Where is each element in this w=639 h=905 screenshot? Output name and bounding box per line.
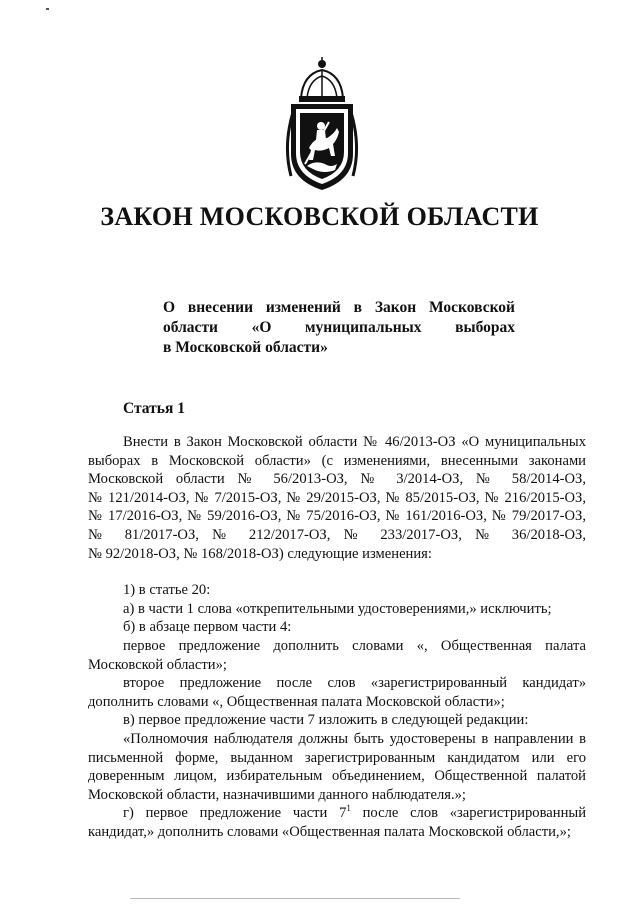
scan-bottom-edge — [130, 898, 460, 899]
subtitle-line: О внесении изменений в Закон Московской — [163, 299, 515, 316]
item-g-text: г) первое предложение части 7 — [123, 805, 347, 822]
item-g-superscript: 1 — [346, 803, 351, 814]
intro-line: выборах в Московской области» (с изменениями, внесенными законами — [88, 452, 586, 469]
item-g — [88, 804, 586, 841]
intro-paragraph — [88, 433, 586, 563]
article-heading: Статья 1 — [123, 400, 185, 417]
subtitle-line: в Московской области» — [163, 339, 328, 356]
item-b-1: первое предложение дополнить словами «, Общественная палата Московской области»; — [88, 637, 586, 673]
item-g-text-rest: после слов «зарегистрированный кандидат,» дополнить словами «Общественная палата Московской области,»; — [88, 805, 586, 840]
intro-line: № 17/2016-ОЗ, № 59/2016-ОЗ, № 75/2016-ОЗ, № 161/2016-ОЗ, № 79/2017-ОЗ, — [88, 508, 586, 525]
item-a: а) в части 1 слова «открепительными удостоверениями,» исключить; — [123, 600, 552, 617]
intro-line: Московской области № 56/2013-ОЗ, № 3/2014-ОЗ, № 58/2014-ОЗ, — [88, 471, 586, 488]
intro-line: № 81/2017-ОЗ, № 212/2017-ОЗ, № 233/2017-ОЗ, № 36/2018-ОЗ, — [88, 526, 586, 543]
item-v: в) первое предложение части 7 изложить в следующей редакции: — [123, 712, 529, 729]
item-b-2: второе предложение после слов «зарегистрированный кандидат» дополнить словами «, Общественная палата Московской области»; — [88, 675, 586, 710]
document-subtitle — [163, 298, 515, 358]
intro-line: № 92/2018-ОЗ, № 168/2018-ОЗ) следующие изменения: — [88, 545, 432, 562]
scan-artifact — [46, 8, 49, 10]
document-body — [88, 433, 586, 841]
subtitle-line: области «О муниципальных выборах — [163, 319, 515, 336]
item-b: б) в абзаце первом части 4: — [123, 619, 292, 636]
item-1: 1) в статье 20: — [123, 582, 211, 599]
item-v-quote: «Полномочия наблюдателя должны быть удостоверены в направлении в письменной форме, выданном зарегистрированным кандидатом или его доверенным лицом, избирательным объединением, Общественной палатой Московской области, назначившими данного наблюдателя.»; — [88, 730, 586, 803]
moscow-oblast-coat-of-arms-icon — [279, 56, 365, 192]
intro-line: Внести в Закон Московской области № 46/2013-ОЗ «О муниципальных — [123, 434, 586, 450]
intro-line: № 121/2014-ОЗ, № 7/2015-ОЗ, № 29/2015-ОЗ, № 85/2015-ОЗ, № 216/2015-ОЗ, — [88, 489, 586, 506]
document-title: ЗАКОН МОСКОВСКОЙ ОБЛАСТИ — [100, 202, 539, 231]
